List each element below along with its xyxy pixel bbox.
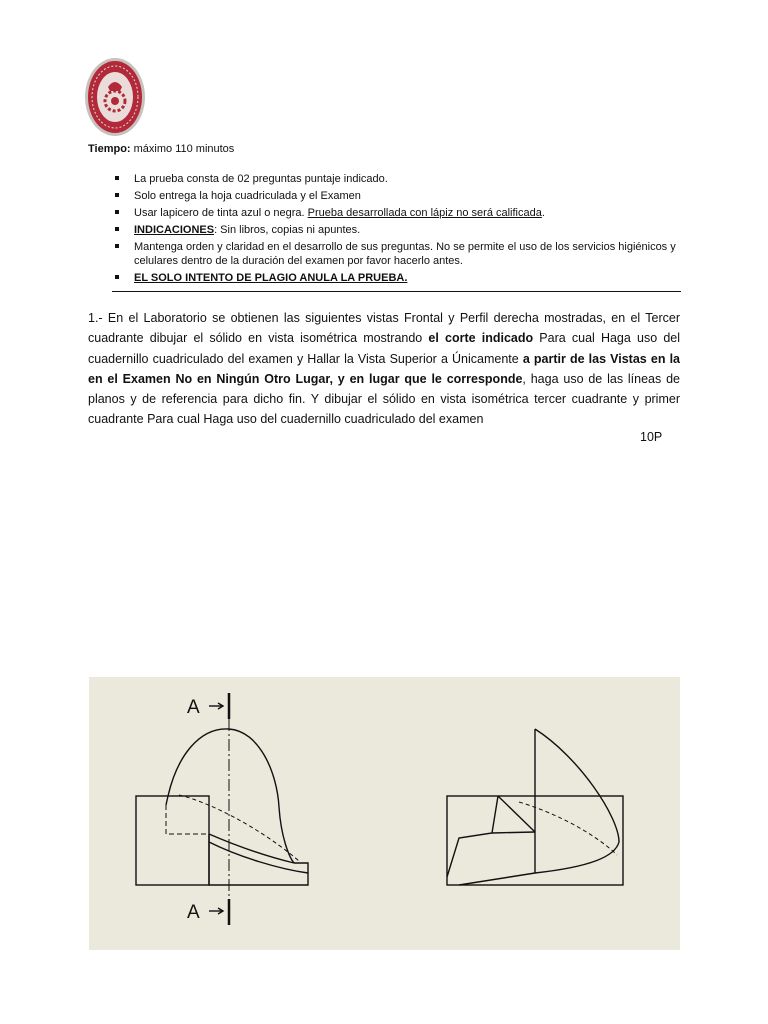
bullet-icon [115, 275, 119, 279]
front-view-block [136, 796, 209, 885]
rule-text: Mantenga orden y claridad en el desarrollo de sus preguntas. No se permite el uso de los servicios higiénicos y celulares dentro de la duración del examen por favor hacerlo antes. [134, 241, 676, 267]
section-label-top: A [187, 697, 200, 718]
bullet-icon [115, 193, 119, 197]
question-part: Para cual Haga uso del cuadernillo cuadriculado del examen y Hallar la Vista Superior a Únicamente [88, 331, 680, 366]
list-item [112, 223, 682, 237]
side-view-cut-edge-2 [447, 796, 498, 877]
section-label-bottom: A [187, 902, 200, 923]
time-value: máximo 110 minutos [130, 143, 235, 155]
list-item [112, 240, 682, 268]
question-part: , haga uso de las líneas de planos y de referencia para dicho fin. Y dibujar el sólido en vista isométrica tercer cuadrante y primer cuadrante Para cual Haga uso del cuadernillo cuadriculado del examen [88, 371, 680, 427]
rule-text: La prueba consta de 02 preguntas puntaje indicado. [134, 173, 388, 185]
rule-end: . [541, 207, 545, 219]
front-view-edge [166, 796, 168, 805]
orthographic-views-drawing [89, 677, 680, 950]
university-logo [84, 57, 146, 137]
plagiarism-warning: EL SOLO INTENTO DE PLAGIO ANULA LA PRUEBA. [134, 272, 408, 284]
bullet-icon [115, 176, 119, 180]
rule-text: Usar lapicero de tinta azul o negra. [134, 207, 308, 219]
rule-text: Solo entrega la hoja cuadriculada y el Examen [134, 190, 361, 202]
question-bold-part: el corte indicado [428, 331, 534, 346]
time-label: Tiempo: [88, 143, 131, 155]
front-view-curve-2 [209, 842, 308, 873]
university-seal-icon [84, 57, 146, 137]
question-part: 1.- En el Laboratorio se obtienen las siguientes vistas Frontal y Perfil derecha mostradas, en el Tercer cuadrante dibujar el sólido en vista isométrica mostrando [88, 311, 680, 346]
list-item [112, 271, 682, 285]
list-item [112, 206, 682, 220]
bullet-icon [115, 210, 119, 214]
rule-text: : Sin libros, copias ni apuntes. [214, 224, 361, 236]
question-text [88, 308, 680, 430]
question-points: 10P [640, 430, 663, 444]
exam-time [88, 143, 234, 155]
list-item [112, 172, 682, 186]
front-view-base [209, 834, 308, 885]
side-view-hidden-curve [519, 802, 617, 855]
technical-drawing [89, 677, 680, 950]
bullet-icon [115, 244, 119, 248]
side-view-cut-edge-3 [492, 832, 535, 833]
side-view-curve [535, 729, 619, 873]
indicaciones-label: INDICACIONES [134, 224, 215, 236]
side-view-cut-edge-1 [498, 796, 535, 832]
rule-underlined-text: Prueba desarrollada con lápiz no será calificada [307, 207, 542, 219]
list-item [112, 189, 682, 203]
front-view-hidden-lines [166, 805, 209, 834]
question-bold-part: a partir de las Vistas en la en el Examen No en Ningún Otro Lugar, y en lugar que le corresponde [88, 351, 680, 386]
divider [112, 291, 681, 292]
bullet-icon [115, 227, 119, 231]
rules-list [112, 172, 682, 288]
side-view-bottom-edge [459, 873, 535, 885]
